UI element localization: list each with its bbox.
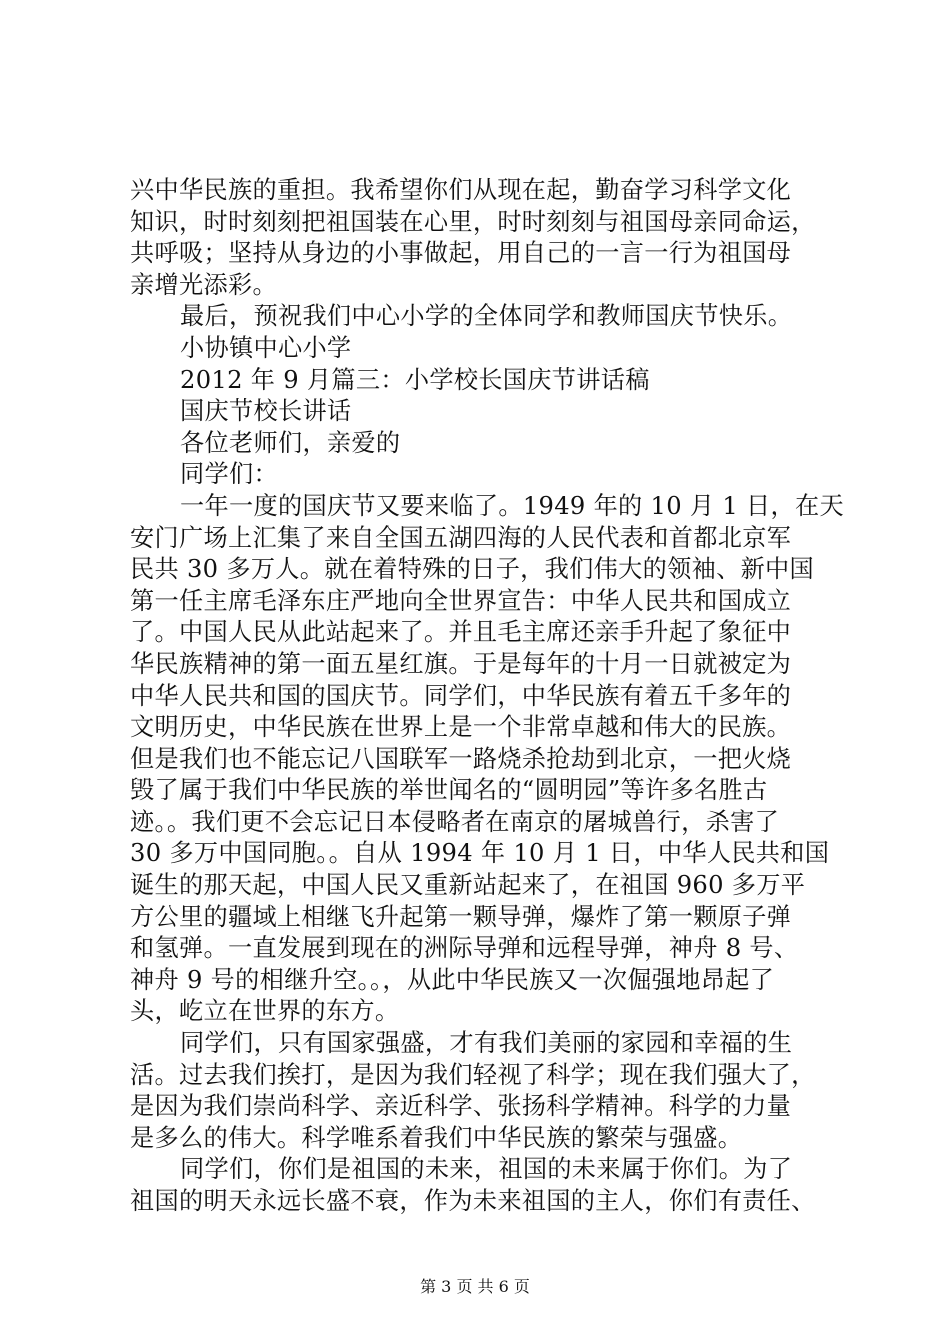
text-line: 神舟 9 号的相继升空。。，从此中华民族又一次倔强地昂起了: [130, 965, 775, 994]
text-line: 一年一度的国庆节又要来临了。1949 年的 10 月 1 日，在天: [180, 491, 845, 520]
text-line: 毁了属于我们中华民族的举世闻名的“圆明园”等许多名胜古: [130, 776, 768, 805]
text-line: 亲增光添彩。: [130, 270, 277, 299]
text-line: 第一任主席毛泽东庄严地向全世界宣告：中华人民共和国成立: [130, 586, 792, 615]
text-line: 迹。。我们更不会忘记日本侵略者在南京的屠城兽行，杀害了: [130, 807, 780, 836]
text-line: 共呼吸；坚持从身边的小事做起，用自己的一言一行为祖国母: [130, 239, 792, 268]
text-line: 民共 30 多万人。就在着特殊的日子，我们伟大的领袖、新中国: [130, 555, 815, 584]
text-line: 知识，时时刻刻把祖国装在心里，时时刻刻与祖国母亲同命运，: [130, 207, 816, 236]
text-line: 中华人民共和国的国庆节。同学们，中华民族有着五千多年的: [130, 681, 792, 710]
text-line: 2012 年 9 月篇三：小学校长国庆节讲话稿: [180, 365, 650, 394]
text-line: 活。过去我们挨打，是因为我们轻视了科学；现在我们强大了，: [130, 1060, 816, 1089]
text-line: 30 多万中国同胞。。自从 1994 年 10 月 1 日，中华人民共和国: [130, 839, 830, 868]
text-line: 是因为我们崇尚科学、亲近科学、张扬科学精神。科学的力量: [130, 1092, 792, 1121]
text-line: 兴中华民族的重担。我希望你们从现在起，勤奋学习科学文化: [130, 176, 792, 204]
text-line: 祖国的明天永远长盛不衰，作为未来祖国的主人，你们有责任、: [130, 1187, 816, 1215]
text-line: 各位老师们，亲爱的: [180, 428, 401, 457]
text-line: 同学们，只有国家强盛，才有我们美丽的家园和幸福的生: [180, 1029, 793, 1058]
text-line: 国庆节校长讲话: [180, 397, 352, 426]
text-line: 最后，预祝我们中心小学的全体同学和教师国庆节快乐。: [180, 302, 793, 331]
text-line: 同学们：: [180, 460, 278, 489]
text-line: 安门广场上汇集了来自全国五湖四海的人民代表和首都北京军: [130, 523, 792, 552]
text-line: 华民族精神的第一面五星红旗。于是每年的十月一日就被定为: [130, 649, 792, 678]
text-line: 文明历史，中华民族在世界上是一个非常卓越和伟大的民族。: [130, 713, 792, 742]
document-body: [130, 175, 845, 1218]
text-line: 是多么的伟大。科学唯系着我们中华民族的繁荣与强盛。: [130, 1123, 743, 1152]
text-line: 了。中国人民从此站起来了。并且毛主席还亲手升起了象征中: [130, 618, 792, 647]
page-footer: 第 3 页 共 6 页: [420, 1277, 530, 1296]
text-line: 同学们，你们是祖国的未来，祖国的未来属于你们。为了: [180, 1155, 793, 1184]
text-line: 和氢弹。一直发展到现在的洲际导弹和远程导弹，神舟 8 号、: [130, 934, 799, 963]
text-line: 诞生的那天起，中国人民又重新站起来了，在祖国 960 多万平: [130, 871, 806, 900]
text-line: 但是我们也不能忘记八国联军一路烧杀抢劫到北京，一把火烧: [130, 744, 792, 773]
text-line: 头，屹立在世界的东方。: [130, 997, 400, 1026]
text-line: 小协镇中心小学: [180, 333, 352, 362]
text-line: 方公里的疆域上相继飞升起第一颗导弹，爆炸了第一颗原子弹: [130, 902, 792, 931]
